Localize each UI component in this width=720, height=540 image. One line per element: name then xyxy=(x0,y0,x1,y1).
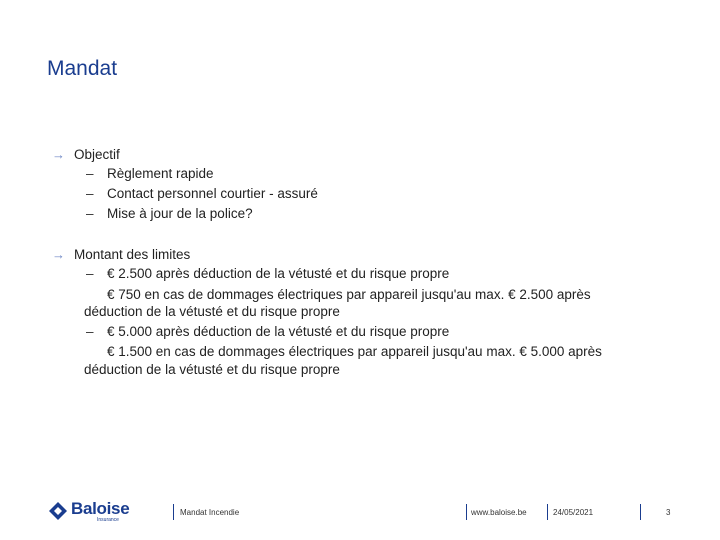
bullet-label: Montant des limites xyxy=(74,247,191,262)
sub-item-continuation: déduction de la vétusté et du risque propre xyxy=(84,304,340,319)
sub-item-continuation: déduction de la vétusté et du risque propre xyxy=(84,362,340,377)
footer-divider xyxy=(547,504,548,520)
baloise-logo xyxy=(47,500,129,524)
arrow-right-icon: → xyxy=(52,147,65,162)
logo-name: Baloise xyxy=(71,499,130,518)
sub-item: – Mise à jour de la police? xyxy=(86,206,253,221)
arrow-right-icon: → xyxy=(52,247,65,262)
footer-page-number: 3 xyxy=(666,508,671,517)
footer-date: 24/05/2021 xyxy=(553,508,594,517)
sub-item: – Règlement rapide xyxy=(86,166,214,181)
footer-divider xyxy=(640,504,641,520)
sub-item: – € 2.500 après déduction de la vétusté et du risque propre xyxy=(86,266,450,281)
bullet-montant xyxy=(52,245,190,264)
sub-item-continuation: € 1.500 en cas de dommages électriques par appareil jusqu'au max. € 5.000 après xyxy=(107,344,602,359)
slide-footer xyxy=(0,496,720,526)
bullet-objectif xyxy=(52,145,120,164)
sub-item-continuation: € 750 en cas de dommages électriques par appareil jusqu'au max. € 2.500 après xyxy=(107,287,591,302)
slide-title: Mandat xyxy=(47,57,118,80)
footer-divider xyxy=(173,504,174,520)
sub-item: – Contact personnel courtier - assuré xyxy=(86,186,318,201)
footer-divider xyxy=(466,504,467,520)
baloise-logo-icon xyxy=(47,500,69,522)
bullet-label: Objectif xyxy=(74,147,120,162)
logo-sub: Insurance xyxy=(97,517,119,523)
footer-website: www.baloise.be xyxy=(471,508,527,517)
footer-doc-title: Mandat Incendie xyxy=(180,508,240,517)
sub-item: – € 5.000 après déduction de la vétusté et du risque propre xyxy=(86,324,450,339)
